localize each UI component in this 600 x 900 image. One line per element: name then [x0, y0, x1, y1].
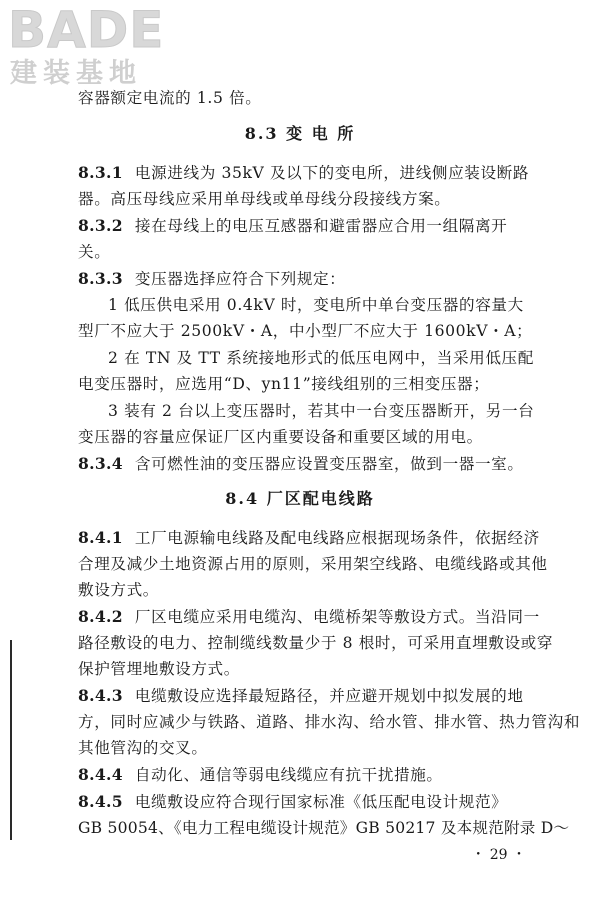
clause-number: 8.4.2	[78, 607, 123, 626]
clause-text: 接在母线上的电压互感器和避雷器应合用一组隔离开	[134, 217, 508, 235]
clause-8-3-1	[78, 163, 529, 183]
list-item-1: 1 低压供电采用 0.4kV 时，变电所中单台变压器的容量大	[108, 296, 524, 314]
clause-text-continued: 保护管埋地敷设方式。	[78, 660, 240, 678]
clause-text: 工厂电源输电线路及配电线路应根据现场条件，依据经济	[134, 529, 540, 547]
clause-number: 8.3.2	[78, 216, 123, 235]
clause-number: 8.4.4	[78, 765, 123, 784]
list-item-2: 2 在 TN 及 TT 系统接地形式的低压电网中，当采用低压配	[108, 349, 534, 367]
clause-number: 8.3.4	[78, 454, 123, 473]
scan-margin-line	[10, 640, 12, 840]
watermark-brand: BADE	[8, 1, 165, 59]
clause-8-4-1	[78, 528, 540, 548]
clause-number: 8.4.5	[78, 792, 123, 811]
continued-text: 容器额定电流的 1.5 倍。	[78, 89, 262, 107]
clause-number: 8.4.3	[78, 686, 123, 705]
clause-8-4-2	[78, 607, 540, 627]
page-number: ・ 29 ・	[471, 847, 526, 863]
clause-8-4-3	[78, 686, 524, 706]
clause-text: 厂区电缆应采用电缆沟、电缆桥架等敷设方式。当沿同一	[134, 608, 540, 626]
list-item-3-continued: 变压器的容量应保证厂区内重要设备和重要区域的用电。	[78, 428, 483, 446]
list-item-3: 3 装有 2 台以上变压器时，若其中一台变压器断开，另一台	[108, 402, 535, 420]
clause-text: 电源进线为 35kV 及以下的变电所，进线侧应装设断路	[134, 164, 530, 182]
watermark-logo	[8, 2, 188, 92]
clause-8-4-4	[78, 765, 443, 785]
clause-text-continued: 其他管沟的交叉。	[78, 739, 208, 757]
section-heading-8-4: 8.4 厂区配电线路	[225, 489, 375, 508]
clause-8-4-5	[78, 792, 507, 812]
clause-text-continued: 方，同时应减少与铁路、道路、排水沟、给水管、排水管、热力管沟和	[78, 713, 581, 731]
clause-text-continued: 敷设方式。	[78, 581, 159, 599]
clause-text: 变压器选择应符合下列规定：	[134, 270, 346, 288]
clause-8-3-2	[78, 216, 507, 236]
clause-text-continued: 路径敷设的电力、控制缆线数量少于 8 根时，可采用直埋敷设或穿	[78, 634, 554, 652]
clause-text-continued: GB 50054、《电力工程电缆设计规范》GB 50217 及本规范附录 D～	[78, 819, 570, 837]
clause-number: 8.3.1	[78, 163, 123, 182]
clause-number: 8.3.3	[78, 269, 123, 288]
clause-text: 电缆敷设应选择最短路径，并应避开规划中拟发展的地	[134, 687, 524, 705]
clause-text: 电缆敷设应符合现行国家标准《低压配电设计规范》	[134, 793, 508, 811]
section-heading-8-3: 8.3 变 电 所	[244, 124, 356, 143]
clause-8-3-4	[78, 454, 524, 474]
clause-text-continued: 器。高压母线应采用单母线或单母线分段接线方案。	[78, 190, 451, 208]
clause-text: 自动化、通信等弱电线缆应有抗干扰措施。	[134, 766, 443, 784]
watermark-subtitle: 建装基地	[10, 58, 142, 89]
clause-number: 8.4.1	[78, 528, 123, 547]
clause-text: 含可燃性油的变压器应设置变压器室，做到一器一室。	[134, 455, 524, 473]
list-item-2-continued: 电变压器时，应选用“D、yn11”接线组别的三相变压器；	[78, 375, 490, 393]
clause-8-3-3	[78, 269, 345, 289]
clause-text-continued: 关。	[78, 243, 111, 261]
clause-text-continued: 合理及减少土地资源占用的原则，采用架空线路、电缆线路或其他	[78, 555, 548, 573]
list-item-1-continued: 型厂不应大于 2500kV・A，中小型厂不应大于 1600kV・A；	[78, 322, 533, 340]
